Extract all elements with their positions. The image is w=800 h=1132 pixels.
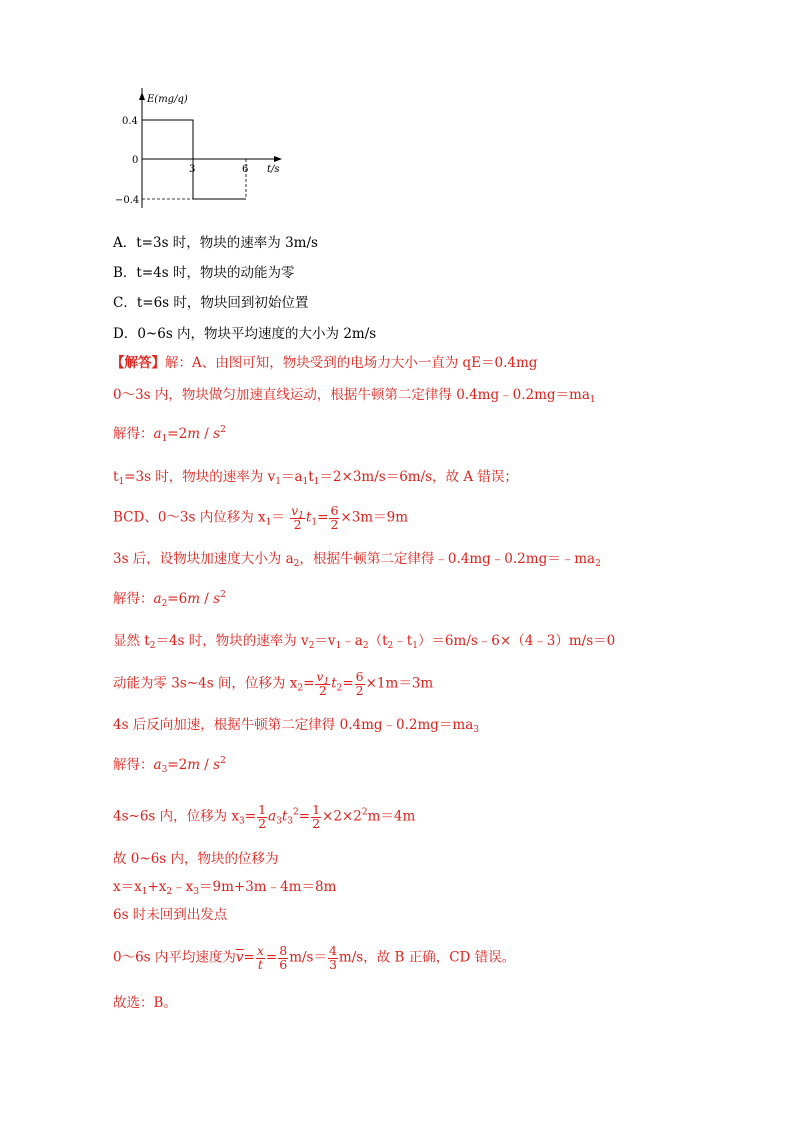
solution-line-16: 0～6s 内平均速度为$\overline{v}=$ $\frac{x}{t}$ = $\frac{8}{6}$ m/s＝ $\frac{4}{3}$ m/s，故 B 正确，CD 错误。 bbox=[113, 943, 516, 972]
tick-label-0: 0 bbox=[132, 155, 139, 166]
tick-label-6: 6 bbox=[242, 164, 249, 175]
solution-line-13: 故 0~6s 内，物块的位移为 bbox=[113, 851, 279, 867]
x-axis-arrow bbox=[274, 156, 282, 162]
solution-line-14: $x=x_1+x_2﹣x_3=9m+3m﹣4m=8m$ bbox=[113, 879, 337, 897]
x-axis-label: t/s bbox=[267, 164, 280, 175]
y-axis-arrow bbox=[139, 92, 145, 100]
tick-label-neg04: −0.4 bbox=[115, 195, 140, 206]
solution-line-3: 解得：$a_1=2m / s^2$ bbox=[113, 425, 226, 444]
solution-line-12: 4s~6s 内，位移为 $x_3=$ $\frac{1}{2}$ $a_3t_3^2=$ $\frac{1}{2}$ $\times 2\times 2^2m=4m$ bbox=[113, 802, 416, 831]
option-c: C．t=6s 时，物块回到初始位置 bbox=[113, 295, 309, 311]
solution-line-5: BCD、0～3s 内位移为 $x_1=$ $\frac{v_1}{2}$ $t_1=$ $\frac{6}{2}$ ×3m＝9m bbox=[113, 503, 408, 532]
solution-line-9: 动能为零 3s~4s 间，位移为 $x_2=$ $\frac{v_1}{2}$ $t_2=$ $\frac{6}{2}$ ×1m＝3m bbox=[113, 669, 434, 698]
solution-line-7: 解得：$a_2=6m / s^2$ bbox=[113, 590, 226, 609]
e-t-graph bbox=[110, 88, 300, 218]
solution-line-4: $t_1=3s$ 时，物块的速率为 $v_1=a_1t_1=2\times 3m/s=6m/s$，故 A 错误； bbox=[113, 469, 518, 487]
y-axis-label: E(mg/q) bbox=[147, 94, 188, 105]
solution-line-10: 4s 后反向加速，根据牛顿第二定律得 $0.4mg﹣0.2mg=ma_3$ bbox=[113, 717, 480, 735]
solution-line-15: 6s 时未回到出发点 bbox=[113, 907, 228, 923]
solution-line-6: 3s 后，设物块加速度大小为 $a_2$，根据牛顿第二定律得$﹣0.4mg﹣0.2mg=﹣ma_2$ bbox=[113, 551, 601, 569]
tick-label-04: 0.4 bbox=[122, 116, 138, 127]
option-a: A．t=3s 时，物块的速率为 3m/s bbox=[113, 235, 318, 251]
solution-line-8: 显然 $t_2=4s$ 时，物块的速率为 $v_2=v_1﹣a_2(t_2﹣t_1)=6m/s﹣6\times(4﹣3)m/s=0$ bbox=[113, 633, 616, 651]
solution-line-17: 故选：B。 bbox=[113, 995, 177, 1011]
option-b: B．t=4s 时，物块的动能为零 bbox=[113, 265, 295, 281]
option-d: D．0~6s 内，物块平均速度的大小为 2m/s bbox=[113, 326, 377, 342]
tick-label-3: 3 bbox=[189, 164, 196, 175]
solution-line-1: 【解答】解：A、由图可知，物块受到的电场力大小一直为 qE＝0.4mg bbox=[111, 355, 538, 371]
solution-line-2: 0～3s 内，物块做匀加速直线运动，根据牛顿第二定律得 $0.4mg﹣0.2mg=ma_1$ bbox=[113, 387, 596, 405]
solution-line-11: 解得：$a_3=2m / s^2$ bbox=[113, 756, 226, 775]
